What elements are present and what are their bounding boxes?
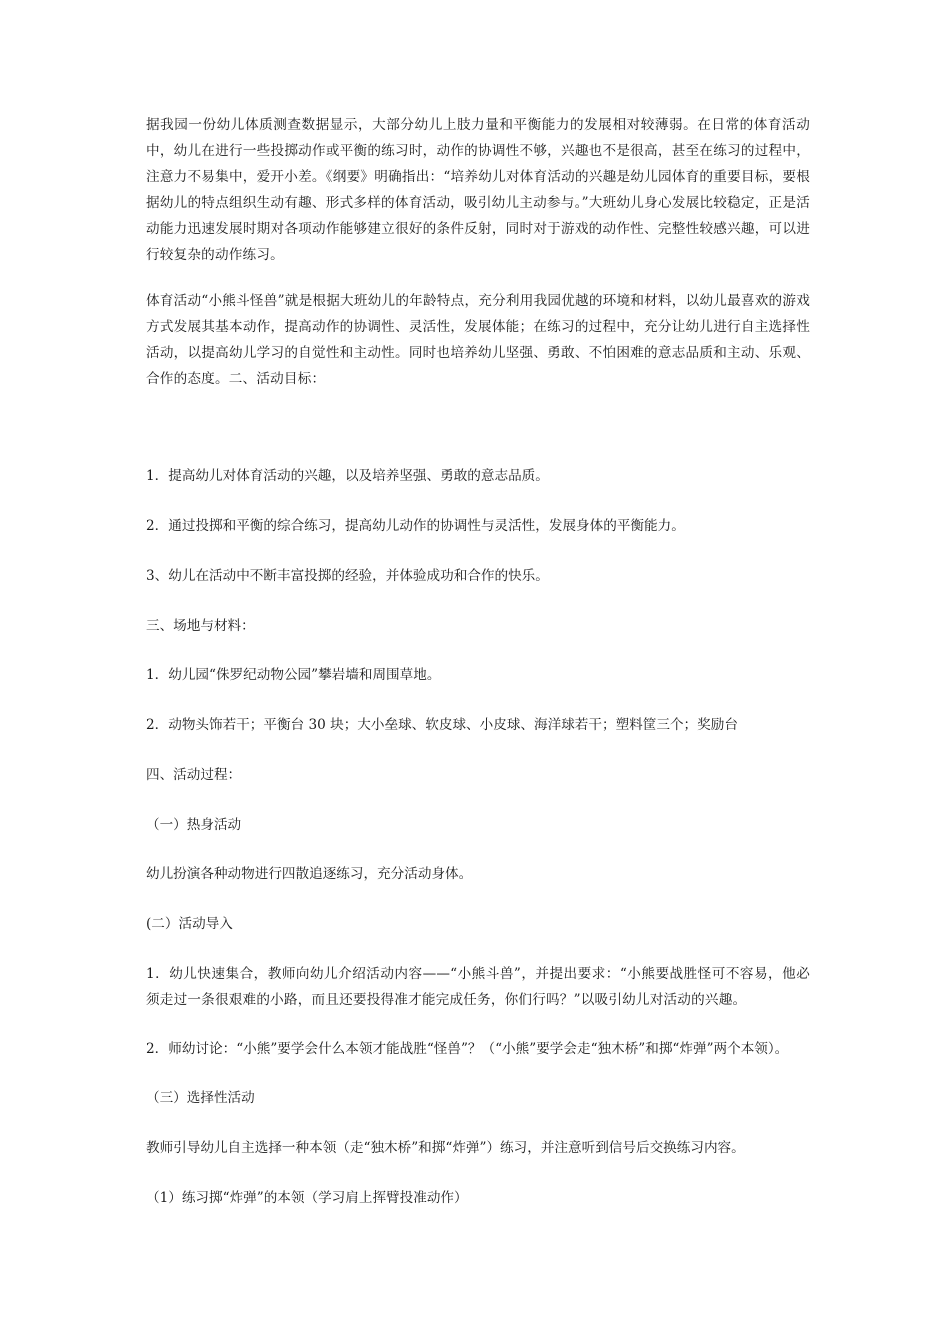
- intro-step-2: 2．师幼讨论：“小熊”要学会什么本领才能战胜“怪兽”？（“小熊”要学会走“独木桥”和掷“炸弹”两个本领）。: [146, 1041, 789, 1057]
- choice-step-1: （1）练习掷“炸弹”的本领（学习肩上挥臂投准动作）: [146, 1190, 468, 1206]
- warmup-heading: （一）热身活动: [146, 817, 242, 833]
- intro-paragraph: 据我园一份幼儿体质测查数据显示，大部分幼儿上肢力量和平衡能力的发展相对较薄弱。在日常的体育活动中，幼儿在进行一些投掷动作或平衡的练习时，动作的协调性不够，兴趣也不是很高，甚至在练习的过程中，注意力不易集中，爱开小差。《纲要》明确指出：“培养幼儿对体育活动的兴趣是幼儿园体育的重要目标，要根据幼儿的特点组织生动有趣、形式多样的体育活动，吸引幼儿主动参与。”大班幼儿身心发展比较稳定，正是活动能力迅速发展时期对各项动作能够建立很好的条件反射，同时对于游戏的动作性、完整性较感兴趣，可以进行较复杂的动作练习。: [146, 117, 810, 263]
- choice-text: 教师引导幼儿自主选择一种本领（走“独木桥”和掷“炸弹”）练习，并注意听到信号后交换练习内容。: [146, 1140, 745, 1156]
- choice-heading: （三）选择性活动: [146, 1090, 255, 1106]
- intro-heading: (二）活动导入: [146, 916, 233, 932]
- goal-2: 2．通过投掷和平衡的综合练习，提高幼儿动作的协调性与灵活性，发展身体的平衡能力。: [146, 518, 685, 534]
- section-4-heading: 四、活动过程：: [146, 767, 242, 783]
- goal-3: 3、幼儿在活动中不断丰富投掷的经验，并体验成功和合作的快乐。: [146, 568, 549, 584]
- section-3-heading: 三、场地与材料：: [146, 618, 255, 634]
- material-1: 1．幼儿园“侏罗纪动物公园”攀岩墙和周围草地。: [146, 667, 441, 683]
- design-paragraph: 体育活动“小熊斗怪兽”就是根据大班幼儿的年龄特点，充分利用我园优越的环境和材料，以幼儿最喜欢的游戏方式发展其基本动作，提高动作的协调性、灵活性，发展体能；在练习的过程中，充分让幼儿进行自主选择性活动，以提高幼儿学习的自觉性和主动性。同时也培养幼儿坚强、勇敢、不怕困难的意志品质和主动、乐观、合作的态度。二、活动目标：: [146, 293, 810, 387]
- warmup-text: 幼儿扮演各种动物进行四散追逐练习，充分活动身体。: [146, 866, 473, 882]
- goal-1: 1．提高幼儿对体育活动的兴趣，以及培养坚强、勇敢的意志品质。: [146, 468, 549, 484]
- material-2: 2．动物头饰若干；平衡台 30 块；大小垒球、软皮球、小皮球、海洋球若干；塑料筐三个；奖励台: [146, 717, 738, 733]
- intro-step-1: 1．幼儿快速集合，教师向幼儿介绍活动内容——“小熊斗兽”，并提出要求：“小熊要战胜怪可不容易，他必须走过一条很艰难的小路，而且还要投得准才能完成任务，你们行吗？”以吸引幼儿对活动的兴趣。: [146, 966, 810, 1008]
